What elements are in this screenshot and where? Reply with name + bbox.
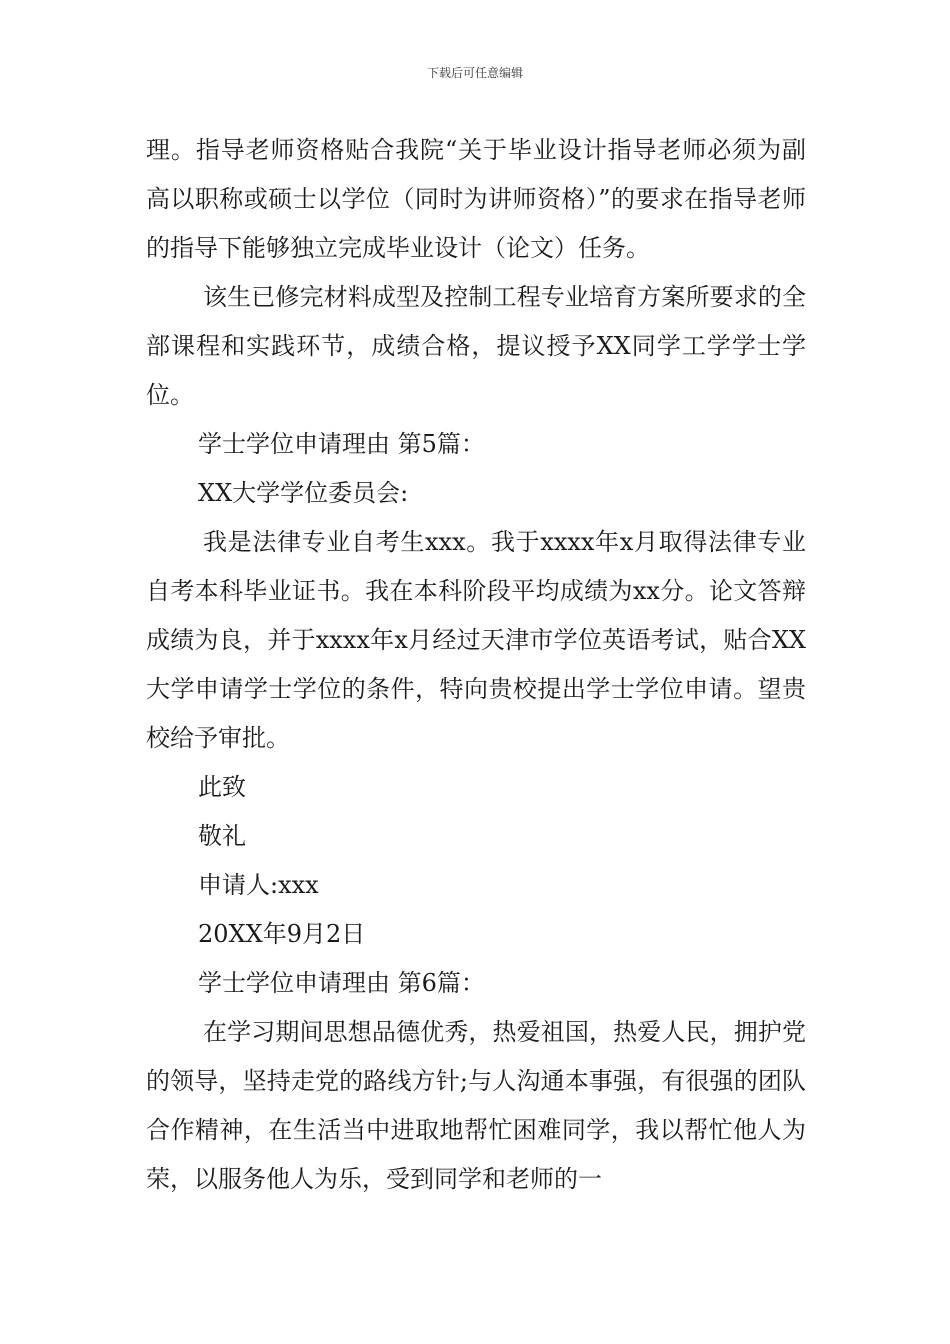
section-heading-6: 学士学位申请理由 第6篇：: [198, 969, 485, 997]
paragraph-advisor-qualification: 理。指导老师资格贴合我院“关于毕业设计指导老师必须为副高以职称或硕士以学位（同时为讲师资格）”的要求在指导老师的指导下能够独立完成毕业设计（论文）任务。: [146, 136, 806, 262]
applicant-signature: 申请人:xxx: [198, 871, 319, 899]
paragraph-application: 我是法律专业自考生xxx。我于xxxx年x月取得法律专业自考本科毕业证书。我在本科阶段平均成绩为xx分。论文答辩成绩为良，并于xxxx年x月经过天津市学位英语考试，贴合XX大学申请学士学位的条件，特向贵校提出学士学位申请。望贵校给予审批。: [146, 528, 806, 752]
letter-addressee: XX大学学位委员会:: [198, 479, 409, 507]
page-header: 下载后可任意编辑: [426, 66, 523, 80]
section-heading-5: 学士学位申请理由 第5篇：: [198, 430, 485, 458]
closing-greeting: 此致: [198, 773, 246, 801]
document-body: [146, 126, 806, 1204]
letter-date: 20XX年9月2日: [198, 920, 366, 948]
paragraph-recommendation: 该生已修完材料成型及控制工程专业培育方案所要求的全部课程和实践环节，成绩合格，提议授予XX同学工学学士学位。: [146, 283, 806, 409]
closing-salutation: 敬礼: [198, 822, 246, 850]
paragraph-character: 在学习期间思想品德优秀，热爱祖国，热爱人民，拥护党的领导，坚持走党的路线方针;与人沟通本事强，有很强的团队合作精神，在生活当中进取地帮忙困难同学，我以帮忙他人为荣，以服务他人为乐，受到同学和老师的一: [146, 1018, 806, 1193]
